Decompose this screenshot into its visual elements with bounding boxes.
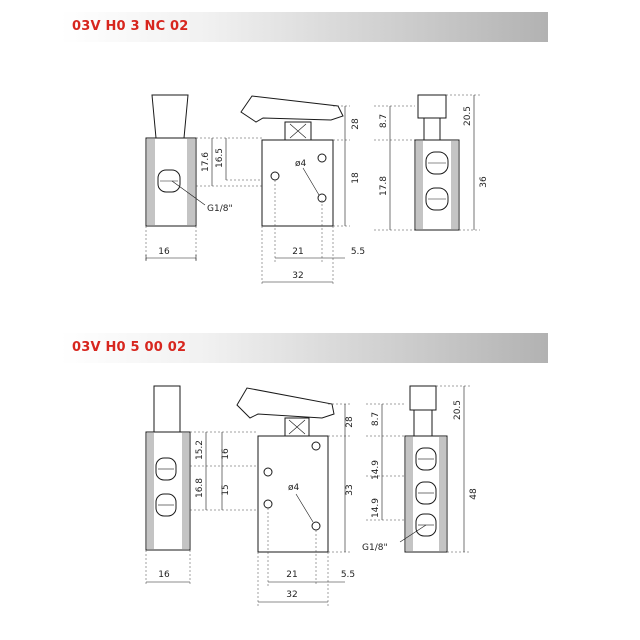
hole-dia-label: ø4 xyxy=(295,159,307,169)
dim-20-5-2: 20.5 xyxy=(453,399,463,421)
dim-32-2: 32 xyxy=(286,590,298,600)
dim-21: 21 xyxy=(292,247,304,257)
end-view-1 xyxy=(415,95,459,230)
dim-28: 28 xyxy=(351,118,361,130)
dim-18: 18 xyxy=(351,172,361,184)
dim-width-side: 16 xyxy=(158,247,170,257)
dim-16-5: 16.5 xyxy=(215,147,225,169)
dim-14-9-b: 14.9 xyxy=(371,497,381,519)
dim-33: 33 xyxy=(345,484,355,496)
section-2-drawing xyxy=(146,386,479,606)
section-title-1: 03V H0 3 NC 02 xyxy=(72,19,189,34)
hole-dia-label-2: ø4 xyxy=(288,483,300,493)
end-view-2 xyxy=(405,386,447,552)
dim-36: 36 xyxy=(479,176,489,188)
dim-5-5-2: 5.5 xyxy=(340,570,356,580)
port-label: G1/8" xyxy=(207,204,233,214)
dim-16-8: 16.8 xyxy=(195,477,205,499)
front-view-2 xyxy=(237,388,334,552)
dim-48: 48 xyxy=(469,488,479,500)
port-label-2: G1/8" xyxy=(362,543,388,553)
dim-16: 16 xyxy=(221,448,231,460)
side-view-2 xyxy=(146,386,190,550)
section-1-drawing xyxy=(146,95,489,286)
dim-17-6: 17.6 xyxy=(201,151,211,173)
dim-17-8: 17.8 xyxy=(379,175,389,197)
dim-8-7: 8.7 xyxy=(379,113,389,129)
dim-5-5: 5.5 xyxy=(350,247,366,257)
dim-20-5: 20.5 xyxy=(463,105,473,127)
dim-15: 15 xyxy=(221,484,231,496)
front-view-1 xyxy=(241,96,343,226)
dim-15-2: 15.2 xyxy=(195,439,205,461)
side-view-1 xyxy=(146,95,205,262)
dim-32: 32 xyxy=(292,271,304,281)
dim-21-2: 21 xyxy=(286,570,298,580)
section-title-2: 03V H0 5 00 02 xyxy=(72,340,187,355)
dim-8-7-2: 8.7 xyxy=(371,411,381,427)
dim-width-side-2: 16 xyxy=(158,570,170,580)
dim-14-9-a: 14.9 xyxy=(371,459,381,481)
dim-28-2: 28 xyxy=(345,416,355,428)
